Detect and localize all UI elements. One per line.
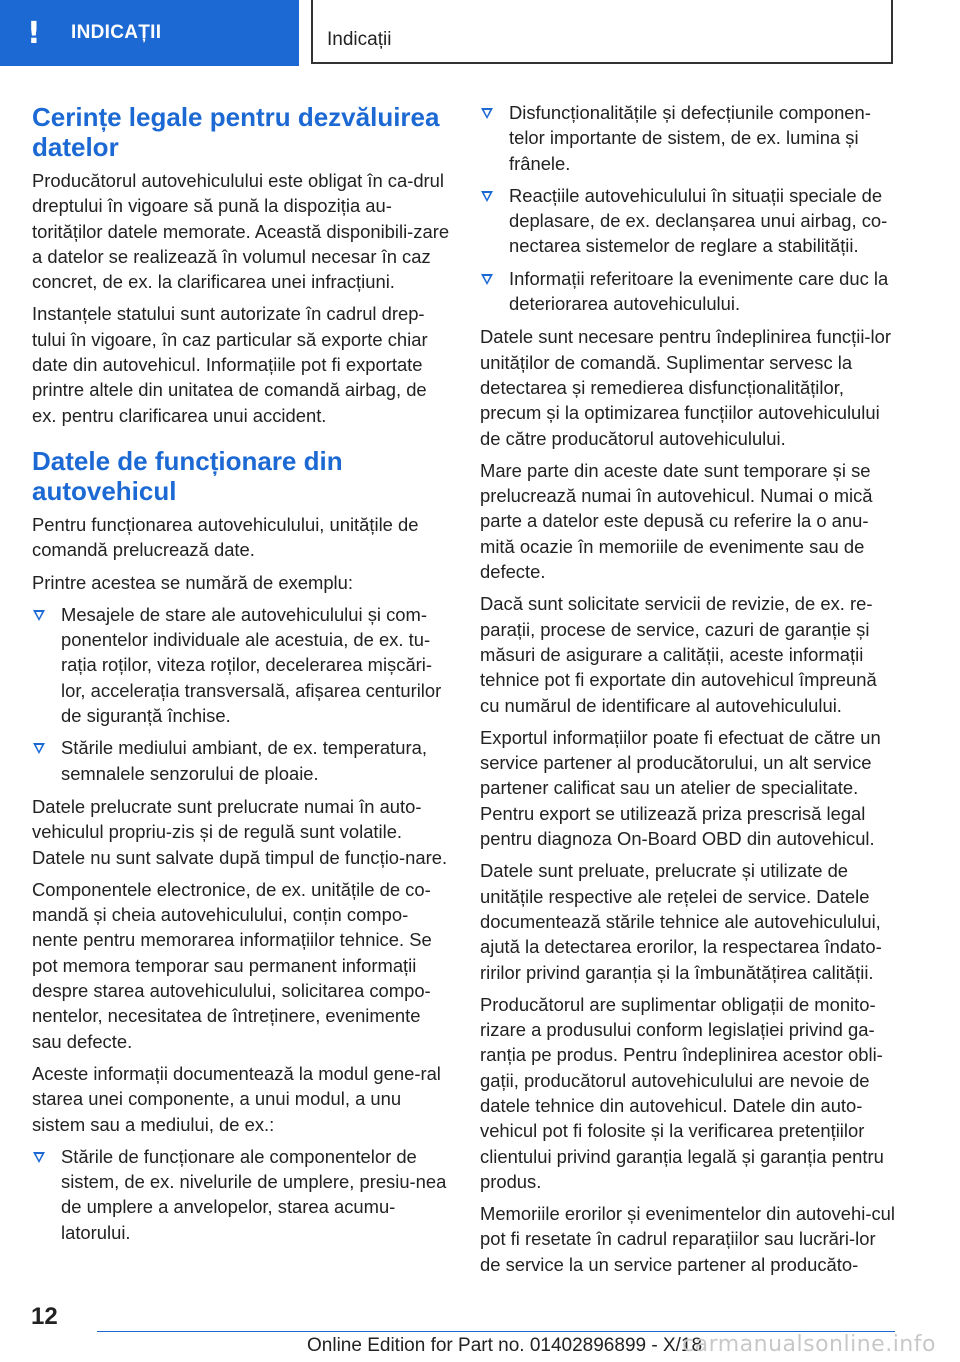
heading-operating-data: Datele de funcționare din autovehicul	[32, 445, 343, 506]
chapter-tab-label: INDICAȚII	[71, 22, 162, 43]
paragraph: Producătorul autovehiculului este obligat în ca-drul dreptului în vigoare să pună la dispoziția au-torităților datele memorate. Această disponibili-zare a datelor se realizează în volumul necesar în caz concret, de ex. la clarificarea unei infracțiuni.	[32, 170, 450, 293]
paragraph: Datele prelucrate sunt prelucrate numai în auto-vehiculul propriu-zis și de regulă sunt volatile. Datele nu sunt salvate după timpul de funcțio-nare.	[32, 795, 448, 868]
section-title: Indicații	[327, 29, 392, 50]
edition-footer: Online Edition for Part no. 01402896899 - X/18	[307, 1335, 703, 1356]
paragraph: Instanțele statului sunt autorizate în cadrul drep-tului în vigoare, în caz particular să exporte chiar date din autovehicul. Informațiile pot fi exportate printre altele din unitatea de comandă airbag, de ex. pentru clarificarea unui accident.	[32, 303, 428, 426]
chapter-tab	[0, 0, 299, 66]
paragraph: Aceste informații documentează la modul gene-ral starea unei componente, a unui modul, a unu sistem sau a mediului, de ex.:	[32, 1062, 441, 1135]
page-number: 12	[31, 1303, 58, 1330]
triangle-bullet-icon	[33, 1152, 45, 1163]
paragraph: Dacă sunt solicitate servicii de revizie, de ex. re-parații, procese de service, cazuri de garanție și măsuri de asigurare a calității, aceste informații tehnice pot fi exportate din autovehicul împreună cu numărul de identificare al autovehiculului.	[480, 593, 877, 716]
list-item: Mesajele de stare ale autovehiculului și com-ponentelor individuale ale acestuia, de ex. tu-rația roților, viteza roților, decelerarea mișcări-lor, accelerația transversală, afișarea centurilor de siguranță închise.	[32, 602, 450, 728]
list-item: Stările de funcționare ale componentelor de sistem, de ex. nivelurile de umplere, presiu-nea de umplere a anvelopelor, starea acumu-latorului.	[32, 1144, 450, 1245]
list-item: Stările mediului ambiant, de ex. temperatura, semnalele senzorului de ploaie.	[32, 735, 450, 786]
triangle-bullet-icon	[481, 191, 493, 202]
paragraph: Printre acestea se numără de exemplu:	[32, 571, 353, 593]
triangle-bullet-icon	[481, 108, 493, 119]
paragraph: Memoriile erorilor și evenimentelor din autovehi-cul pot fi resetate în cadrul reparațiilor sau lucrări-lor de service la un service partener al producăto-	[480, 1203, 895, 1275]
heading-legal-requirements: Cerințe legale pentru dezvăluirea datelor	[32, 102, 440, 162]
triangle-bullet-icon	[481, 274, 493, 285]
paragraph: Datele sunt necesare pentru îndeplinirea funcții-lor unităților de comandă. Suplimentar servesc la detectarea și remedierea disfuncționalităților, precum și la optimizarea funcțiilor autovehiculului de către producătorul autovehiculului.	[480, 326, 891, 449]
bullet-list	[32, 1144, 450, 1245]
watermark: carmanualsonline.info	[682, 1332, 936, 1357]
paragraph: Pentru funcționarea autovehiculului, unitățile de comandă prelucrează date.	[32, 513, 419, 561]
exclamation-icon: !	[27, 15, 41, 51]
list-item: Disfuncționalitățile și defecțiunile componen-telor importante de sistem, de ex. lumina și frânele.	[480, 100, 898, 176]
bullet-list	[32, 602, 450, 786]
paragraph: Datele sunt preluate, prelucrate și utilizate de unitățile respective ale rețelei de service. Datele documentează stările tehnice ale autovehiculului, ajută la detectarea erorilor, la respectarea îndato-ririlor privind garanția și la îmbunătățirea calității.	[480, 860, 882, 983]
section-header	[311, 0, 893, 64]
paragraph: Exportul informațiilor poate fi efectuat de către un service partener al producătorului, un alt service partener calificat sau un atelier de specialitate. Pentru export se utilizează priza prescrisă legal pentru diagnoza On-Board OBD din autovehicul.	[480, 726, 881, 850]
paragraph: Producătorul are suplimentar obligații de monito-rizare a produsului conform legislației privind ga-ranția pe produs. Pentru îndeplinirea acestor obli-gații, producătorul autovehiculului are nevoie de datele tehnice din autovehicul. Datele din auto-vehicul pot fi folosite și la verificarea pretențiilor clientului privind garanția legală și garanția pentru produs.	[480, 993, 884, 1192]
paragraph: Componentele electronice, de ex. unitățile de co-mandă și cheia autovehiculului, conțin compo-nente pentru memorarea informațiilor tehnice. Se pot memora temporar sau permanent informații despre starea autovehiculului, solicitarea compo-nentelor, necesitatea de întreținere, evenimente sau defecte.	[32, 878, 432, 1052]
triangle-bullet-icon	[33, 743, 45, 754]
right-column	[480, 100, 898, 1284]
triangle-bullet-icon	[33, 610, 45, 621]
list-item: Informații referitoare la evenimente care duc la deteriorarea autovehiculului.	[480, 266, 898, 317]
left-column	[32, 100, 450, 1253]
list-item: Reacțiile autovehiculului în situații speciale de deplasare, de ex. declanșarea unui airbag, co-nectarea sistemelor de reglare a stabilității.	[480, 183, 898, 259]
bullet-list	[480, 100, 898, 316]
paragraph: Mare parte din aceste date sunt temporare și se prelucrează numai în autovehicul. Numai o mică parte a datelor este depusă cu referire la o anu-mită ocazie în memoriile de evenimente sau de defecte.	[480, 459, 873, 583]
